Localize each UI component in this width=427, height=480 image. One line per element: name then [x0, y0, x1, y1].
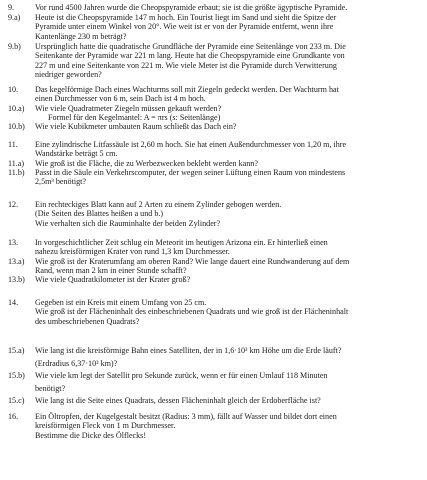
problem-line [0, 219, 427, 228]
problem-text: Passt in die Säule ein Verkehrscomputer, der wegen seiner Lüftung einen Raum von mindestens [35, 167, 346, 177]
problem-text: kreisförmigen Fleck von 1 m Durchmesser. [35, 421, 176, 431]
problem-line [0, 200, 427, 209]
problem-line [0, 149, 427, 158]
problem-p12 [0, 200, 427, 228]
problem-number: 13.a) [8, 256, 25, 266]
problem-line [0, 346, 427, 359]
problem-number: 9.a) [8, 13, 21, 22]
problem-number: 9. [8, 3, 15, 12]
problem-text: Wie lang ist die Seite eines Quadrats, dessen Flächeninhalt gleich der Erdoberfläche ist? [35, 396, 321, 405]
problem-text: Wie viele Kubikmeter umbauten Raum schließt das Dach ein? [35, 122, 237, 132]
problem-p9b [0, 42, 427, 79]
problem-line [0, 94, 427, 103]
problem-number: 11. [8, 140, 18, 149]
problem-line [0, 3, 427, 12]
problem-line [0, 371, 427, 384]
problem-text: Vor rund 4500 Jahren wurde die Cheopspyramide erbaut; sie ist die größte ägyptische Pyramide. [35, 3, 348, 12]
problem-text: Bestimme die Dicke des Ölflecks! [35, 430, 147, 440]
problem-line [0, 113, 427, 122]
problem-text: Wandstärke beträgt 5 cm. [35, 149, 118, 159]
problem-line [0, 51, 427, 60]
problem-text: einen Durchmesser von 6 m, sein Dach ist 4 m hoch. [35, 94, 206, 104]
problem-line [0, 298, 427, 307]
problem-line [0, 359, 427, 372]
problem-line [0, 247, 427, 256]
problem-text: Wie lang ist die kreisförmige Bahn eines Satelliten, der in 1,6·10³ km Höhe um die Erde läuft? [35, 346, 342, 355]
problem-line [0, 85, 427, 94]
problem-text: Ein rechteckiges Blatt kann auf 2 Arten zu einem Zylinder gebogen werden. [35, 200, 282, 209]
problem-number: 10.b) [8, 122, 25, 132]
problem-line [0, 122, 427, 131]
problem-text: Heute ist die Cheopspyramide 147 m hoch. Ein Tourist liegt im Sand und sieht die Spitze der [35, 13, 337, 22]
problem-number: 15.b) [8, 371, 25, 380]
problem-p15 [0, 346, 427, 409]
problem-line [0, 275, 427, 284]
problem-p9 [0, 3, 427, 12]
problem-p16 [0, 412, 427, 440]
problem-line [0, 140, 427, 149]
problem-text: Formel für den Kegelmantel: A = πrs (s: Seitenlänge) [48, 112, 221, 122]
problem-text: Seitenkante der Pyramide war 221 m lang. Heute hat die Cheopspyramide eine Grundkante von [35, 51, 345, 61]
problem-text: 227 m und eine Seitenkante von 221 m. Wie viele Meter ist die Pyramide durch Verwitterung [35, 60, 337, 70]
problem-p13 [0, 238, 427, 284]
problem-text: 2,5m³ benötigt? [35, 177, 86, 187]
problem-text: Wie verhalten sich die Rauminhalte der beiden Zylinder? [35, 218, 221, 228]
problem-number: 10. [8, 85, 19, 94]
problem-number: 11.a) [8, 158, 25, 168]
problem-number: 9.b) [8, 42, 21, 51]
problem-text: Wie viele km legt der Satellit pro Sekunde zurück, wenn er für einen Umlauf 118 Minuten [35, 371, 328, 380]
problem-text: Wie groß ist der Flächeninhalt des einbeschriebenen Quadrats und wie groß ist der Flächeninhalt [35, 307, 349, 317]
problem-number: 13. [8, 238, 19, 247]
problem-text: Wie viele Quadratmeter Ziegeln müssen gekauft werden? [35, 103, 222, 113]
problem-line [0, 257, 427, 266]
problem-number: 13.b) [8, 275, 25, 285]
problem-text: Rand, wenn man 2 km in einer Stunde schafft? [35, 265, 187, 275]
problem-text: (Die Seiten des Blattes heißen a und b.) [35, 209, 164, 219]
problem-text: Eine zylindrische Litfassäule ist 2,60 m hoch. Sie hat einen Außendurchmesser von 1,20 m, ihre [35, 140, 347, 149]
problem-line [0, 32, 427, 41]
problem-text: Gegeben ist ein Kreis mit einem Umfang von 25 cm. [35, 298, 207, 307]
problem-line [0, 209, 427, 218]
problem-line [0, 168, 427, 177]
problem-p11 [0, 140, 427, 186]
problem-number: 12. [8, 200, 19, 209]
problem-text: niedriger geworden? [35, 69, 102, 79]
problem-line [0, 317, 427, 326]
problem-number: 16. [8, 412, 19, 421]
problem-line [0, 104, 427, 113]
problem-line [0, 42, 427, 51]
problem-line [0, 61, 427, 70]
problem-text: (Erdradius 6,37·10³ km)? [35, 358, 118, 368]
problem-line [0, 22, 427, 31]
problem-text: Das kegelförmige Dach eines Wachturms soll mit Ziegeln gedeckt werden. Der Wachturm hat [35, 85, 339, 94]
problem-line [0, 384, 427, 397]
problem-number: 15.a) [8, 346, 25, 355]
problem-line [0, 238, 427, 247]
problem-line [0, 177, 427, 186]
problem-text: Wie groß ist der Kraterumfang am oberen Rand? Wie lange dauert eine Rundwanderung auf dem [35, 256, 350, 266]
problem-line [0, 412, 427, 421]
problem-text: nahezu kreisförmigen Krater von rund 1,3 km Durchmesser. [35, 247, 230, 257]
problem-text: Ursprünglich hatte die quadratische Grundfläche der Pyramide eine Seitenlänge von 233 m. Die [35, 42, 346, 51]
problem-line [0, 431, 427, 440]
problem-text: Pyramide unter einem Winkel von 20°. Wie weit ist er von der Pyramide entfernt, wenn ihre [35, 22, 334, 32]
problem-text: Ein Öltropfen, der Kugelgestalt besitzt (Radius: 3 mm), fällt auf Wasser und bildet dort einen [35, 412, 337, 421]
problem-text: In vorgeschichtlicher Zeit schlug ein Meteorit im heutigen Arizona ein. Er hinterließ einen [35, 238, 328, 247]
problem-text: Wie groß ist die Fläche, die zu Werbezwecken beklebt werden kann? [35, 158, 258, 168]
problem-number: 14. [8, 298, 19, 307]
problem-text: Kantenlänge 230 m beträgt? [35, 31, 127, 41]
problem-p10 [0, 85, 427, 131]
problem-number: 11.b) [8, 167, 25, 177]
problem-line [0, 396, 427, 409]
problem-line [0, 421, 427, 430]
problem-line [0, 13, 427, 22]
problem-line [0, 159, 427, 168]
problem-p9a [0, 13, 427, 41]
problem-number: 10.a) [8, 103, 25, 113]
problem-text: Wie viele Quadratkilometer ist der Krater groß? [35, 275, 191, 285]
problem-line [0, 70, 427, 79]
problem-line [0, 307, 427, 316]
problem-number: 15.c) [8, 396, 25, 405]
problem-p14 [0, 298, 427, 326]
problem-text: benötigt? [35, 383, 66, 393]
problem-line [0, 266, 427, 275]
problem-text: des umbeschriebenen Quadrats? [35, 316, 140, 326]
